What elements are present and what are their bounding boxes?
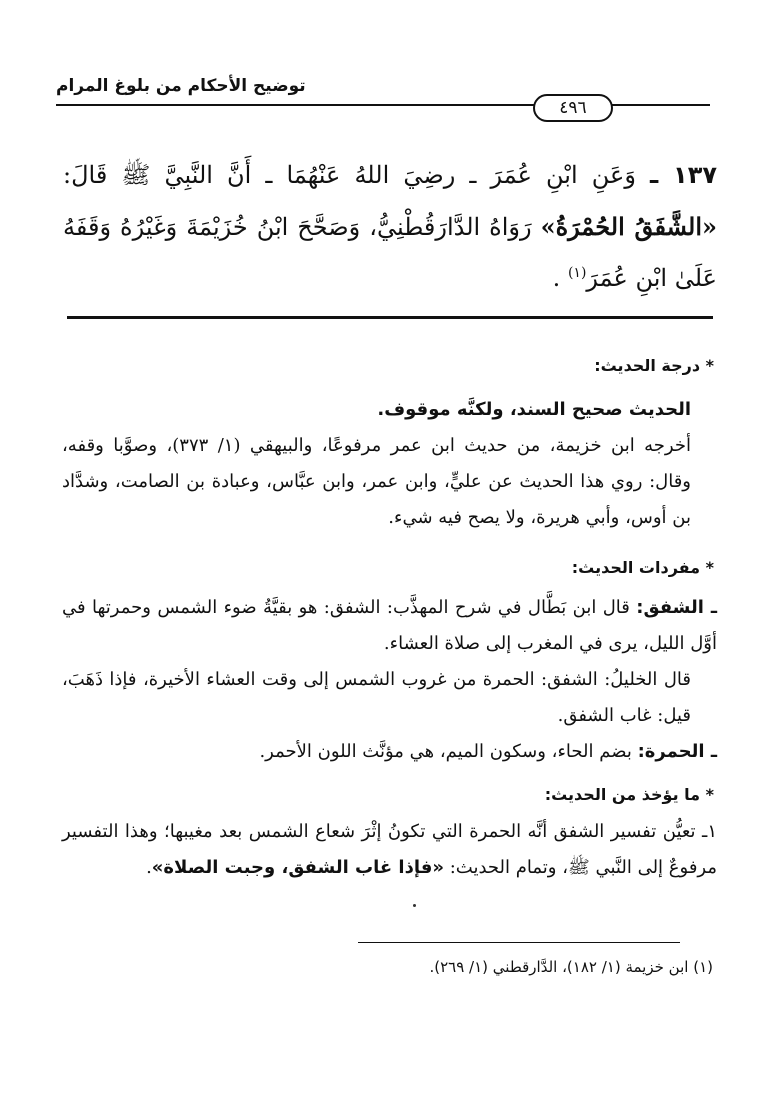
lesson-quote: «فإذا غاب الشفق، وجبت الصلاة» [151, 857, 444, 878]
vocab-section [62, 590, 717, 770]
grade-verdict: الحديث صحيح السند، ولكنَّه موقوف. [377, 399, 691, 420]
heading-lessons: * ما يؤخذ من الحديث: [544, 785, 714, 804]
hadith-narration: وَعَنِ ابْنِ عُمَرَ ـ رضِيَ اللهُ عَنْهُمَا ـ أَنَّ النَّبِيَّ ﷺ قَالَ: [63, 161, 636, 189]
term-shafaq: ـ الشفق: [636, 597, 717, 618]
stray-mark [413, 904, 416, 907]
grade-paragraph: أخرجه ابن خزيمة، من حديث ابن عمر مرفوعًا، والبيهقي (١/ ٣٧٣)، وصوَّبا وقفه، وقال: روي هذا الحديث عن عليٍّ، وابن عمر، وابن عبَّاس، وعبادة بن الصامت، وشدَّاد بن أوس، وأبي هريرة، ولا يصح فيه شيء. [62, 435, 692, 528]
term-humra: ـ الحمرة: [637, 741, 717, 762]
lesson-end: . [146, 857, 152, 878]
page-number: ٤٩٦ [533, 94, 613, 122]
footnote [300, 958, 713, 976]
vocab-humra [62, 734, 717, 770]
footnote-text: ابن خزيمة (١/ ١٨٢)، الدَّارقطني (١/ ٢٦٩). [429, 958, 689, 976]
hadith-quote: «الشَّفَقُ الحُمْرَةُ» [540, 212, 717, 241]
lesson-item-1 [62, 814, 717, 886]
footnote-rule [358, 942, 680, 943]
hadith-end: . [552, 264, 561, 292]
grade-section [62, 392, 717, 536]
vocab-shafaq [62, 590, 717, 662]
lesson-number: ١ـ [702, 821, 717, 842]
footnote-ref: (١) [567, 265, 587, 281]
hadith-number: ١٣٧ ـ [650, 161, 717, 189]
lessons-section [62, 814, 717, 886]
footnote-marker: (١) [693, 958, 713, 976]
running-title: توضيح الأحكام من بلوغ المرام [56, 76, 306, 96]
lesson-text: تعيُّن تفسير الشفق أنَّه الحمرة التي تكونُ إثْرَ شعاع الشمس بعد مغيبها؛ وهذا التفسير مرفوعٌ إلى النَّبي ﷺ، وتمام الحديث: [62, 821, 717, 878]
khalil-definition: قال الخليلُ: الشفق: الحمرة من غروب الشمس إلى وقت العشاء الأخيرة، فإذا ذَهَبَ، قيل: غاب الشفق. [62, 669, 691, 726]
hadith-text [63, 150, 717, 304]
section-rule [67, 316, 713, 319]
humra-definition: بضم الحاء، وسكون الميم، هي مؤنَّث اللون الأحمر. [259, 741, 632, 762]
shafaq-definition: قال ابن بَطَّال في شرح المهذَّب: الشفق: هو بقيَّةُ ضوء الشمس وحمرتها في أوَّل الليل، يرى في المغرب إلى صلاة العشاء. [62, 597, 717, 654]
heading-grade: * درجة الحديث: [594, 356, 714, 375]
hadith-source: رَوَاهُ الدَّارَقُطْنِيُّ، وَصَحَّحَ ابْنُ خُزَيْمَةَ وَغَيْرُهُ وَقَفَهُ عَلَىٰ ابْنِ عُمَرَ [63, 213, 717, 292]
heading-vocab: * مفردات الحديث: [571, 558, 714, 577]
